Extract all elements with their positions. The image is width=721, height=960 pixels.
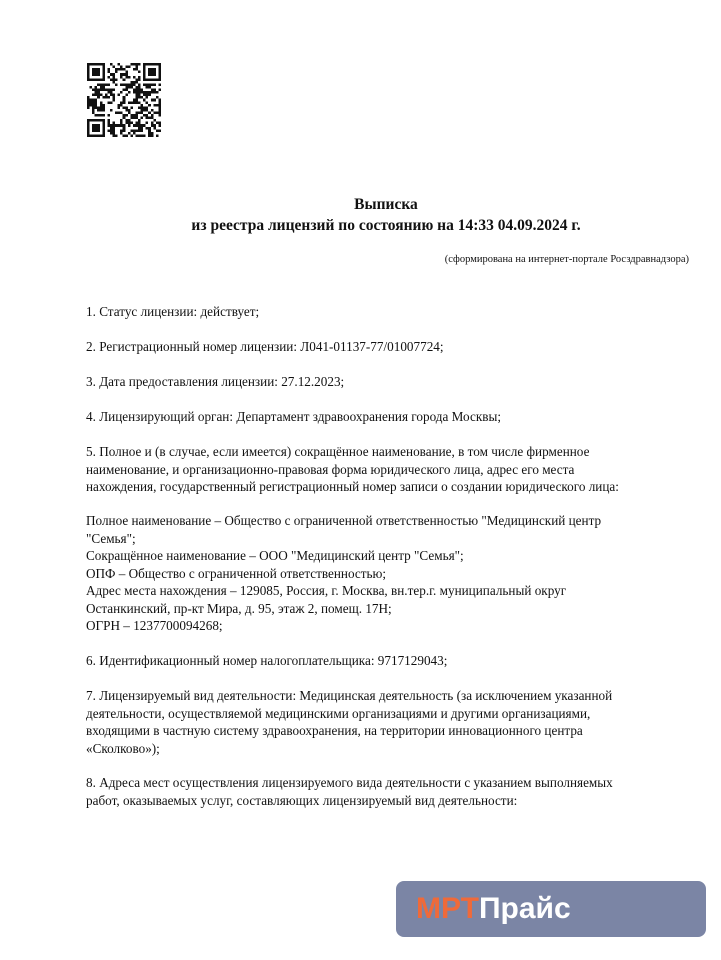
text-line: нахождения, государственный регистрационный номер записи о создании юридического лица: — [86, 479, 619, 494]
text-line: 8. Адреса мест осуществления лицензируемого вида деятельности с указанием выполняемых — [86, 775, 613, 790]
text-line: Адрес места нахождения – 129085, Россия, г. Москва, вн.тер.г. муниципальный округ — [86, 583, 567, 598]
text-line: "Семья"; — [86, 530, 136, 546]
item-registration-number — [86, 338, 696, 356]
text-line: 5. Полное и (в случае, если имеется) сокращённое наименование, в том числе фирменное — [86, 444, 590, 459]
text-line: 1. Статус лицензии: действует; — [86, 304, 260, 319]
text-line: Сокращённое наименование – ООО "Медицинский центр "Семья"; — [86, 548, 464, 563]
text-line: деятельности, осуществляемой медицинскими организациями и другими организациями, — [86, 705, 591, 721]
watermark-logo — [396, 881, 706, 937]
text-line: ОГРН – 1237700094268; — [86, 618, 223, 633]
item-activity-type — [86, 687, 696, 757]
text-line: 3. Дата предоставления лицензии: 27.12.2023; — [86, 374, 345, 389]
item-issue-date — [86, 373, 696, 391]
text-line: ОПФ – Общество с ограниченной ответственностью; — [86, 565, 387, 581]
item-organization-details — [86, 512, 696, 635]
text-line: «Сколково»); — [86, 740, 160, 756]
text-line: наименование, и организационно-правовая форма юридического лица, адрес его места — [86, 461, 575, 477]
text-line: 6. Идентификационный номер налогоплательщика: 9717129043; — [86, 653, 448, 668]
text-line: 4. Лицензирующий орган: Департамент здравоохранения города Москвы; — [86, 409, 501, 424]
item-tax-number — [86, 652, 696, 670]
qr-code-icon — [87, 63, 161, 137]
watermark-part1: МРТ — [416, 892, 479, 925]
document-subtitle: из реестра лицензий по состоянию на 14:33 04.09.2024 г. — [191, 217, 581, 234]
text-line: входящими в частную систему здравоохранения, на территории инновационного центра — [86, 723, 583, 738]
text-line: 2. Регистрационный номер лицензии: Л041-01137-77/01007724; — [86, 339, 444, 354]
item-license-status — [86, 303, 696, 321]
document-title: Выписка — [354, 196, 418, 213]
item-licensing-authority — [86, 408, 696, 426]
watermark-part2: Прайс — [478, 892, 571, 925]
item-organization-name-heading — [86, 443, 696, 496]
text-line: работ, оказываемых услуг, составляющих лицензируемый вид деятельности: — [86, 792, 518, 808]
source-note: (сформирована на интернет-портале Росздравнадзора) — [444, 254, 689, 265]
item-activity-addresses — [86, 774, 696, 809]
text-line: 7. Лицензируемый вид деятельности: Медицинская деятельность (за исключением указанной — [86, 688, 613, 703]
text-line: Останкинский, пр-кт Мира, д. 95, этаж 2, помещ. 17Н; — [86, 600, 392, 616]
text-line: Полное наименование – Общество с ограниченной ответственностью "Медицинский центр — [86, 513, 602, 528]
